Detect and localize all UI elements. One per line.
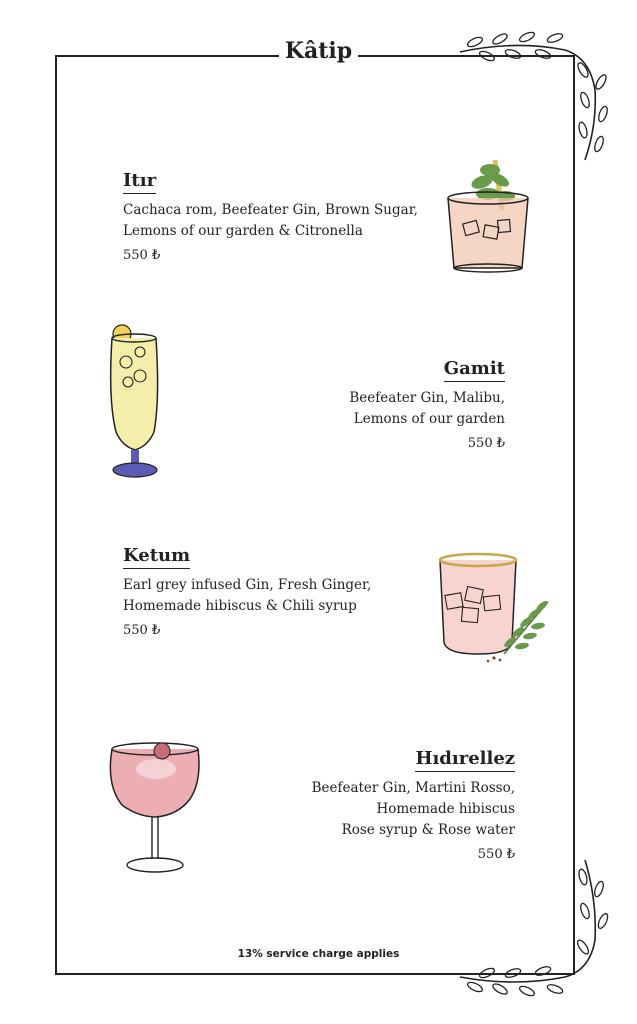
item-description bbox=[200, 388, 505, 430]
item-description-line: Earl grey infused Gin, Fresh Ginger, bbox=[123, 577, 372, 593]
item-price: 550 ₺ bbox=[123, 623, 161, 638]
item-description bbox=[215, 778, 515, 841]
item-description-line: Beefeater Gin, Malibu, bbox=[349, 390, 505, 406]
item-name: Gamit bbox=[444, 358, 505, 382]
item-description-line: Beefeater Gin, Martini Rosso, bbox=[311, 780, 515, 796]
item-name: Ketum bbox=[123, 545, 190, 569]
item-description bbox=[123, 200, 453, 242]
item-description-line: Cachaca rom, Beefeater Gin, Brown Sugar, bbox=[123, 202, 418, 218]
item-name: Itır bbox=[123, 170, 156, 194]
item-name: Hıdırellez bbox=[415, 748, 515, 772]
item-description-line: Homemade hibiscus bbox=[376, 801, 515, 817]
item-price: 550 ₺ bbox=[123, 248, 161, 263]
item-description-line: Homemade hibiscus & Chili syrup bbox=[123, 598, 357, 614]
menu-item bbox=[123, 170, 453, 263]
item-description-line: Rose syrup & Rose water bbox=[341, 822, 515, 838]
laurel-branch-icon bbox=[455, 30, 605, 170]
tumbler-cocktail-icon bbox=[440, 150, 535, 275]
coupe-glass-icon bbox=[100, 735, 210, 880]
rocks-glass-icon bbox=[432, 550, 552, 665]
item-description-line: Lemons of our garden bbox=[353, 411, 505, 427]
item-price: 550 ₺ bbox=[477, 847, 515, 862]
item-description-line: Lemons of our garden & Citronella bbox=[123, 223, 363, 239]
menu-item bbox=[200, 358, 505, 451]
page-title: Kâtip bbox=[279, 38, 358, 64]
service-charge-note: 13% service charge applies bbox=[237, 948, 400, 960]
menu-item bbox=[215, 748, 515, 862]
item-description bbox=[123, 575, 433, 617]
item-price: 550 ₺ bbox=[467, 436, 505, 451]
menu-item bbox=[123, 545, 433, 638]
highball-glass-icon bbox=[100, 320, 170, 485]
laurel-branch-icon bbox=[455, 855, 605, 1000]
